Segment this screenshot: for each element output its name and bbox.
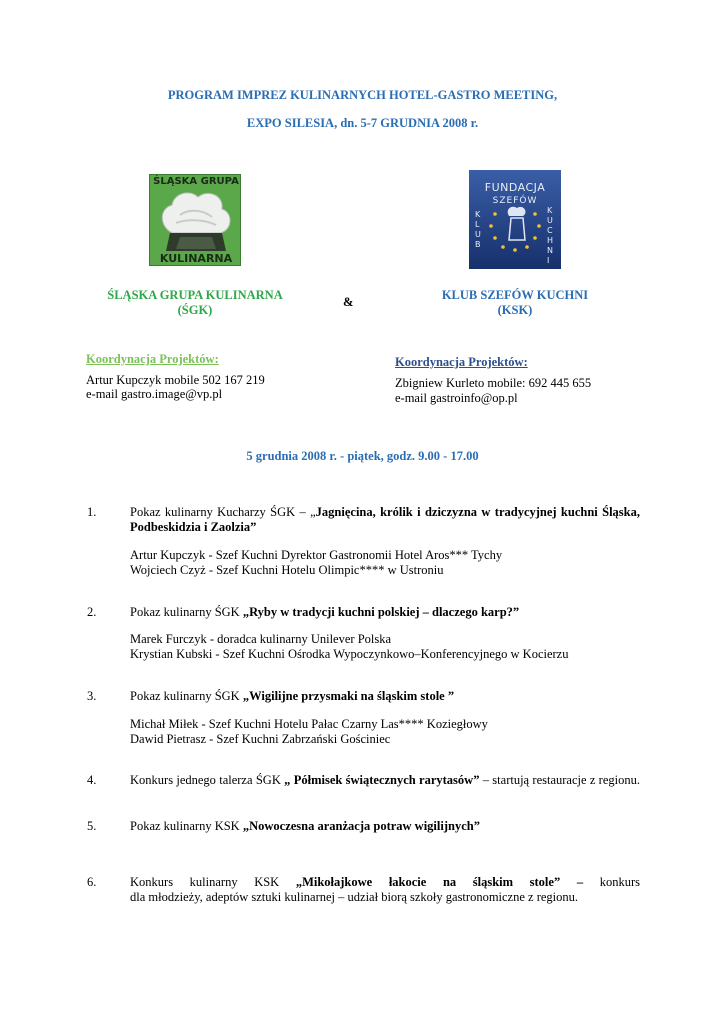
item-word: KSK	[254, 875, 280, 889]
item-prefix: Pokaz kulinarny Kucharzy ŚGK – „	[130, 505, 316, 519]
document-subtitle: EXPO SILESIA, dn. 5-7 GRUDNIA 2008 r.	[246, 116, 479, 130]
item-word: kulinarny	[189, 875, 238, 889]
item-person: Marek Furczyk - doradca kulinarny Unilever Polska	[130, 632, 392, 646]
item-title-word: „Mikołajkowe	[295, 875, 373, 889]
item-number: 5.	[87, 819, 97, 833]
item-person: Krystian Kubski - Szef Kuchni Ośrodka Wypoczynkowo–Konferencyjnego w Kocierzu	[130, 647, 569, 661]
item-title-continued: Podbeskidzia i Zaolzia”	[130, 520, 257, 534]
ksk-logo-klub: KLUB	[475, 210, 481, 249]
item-title-word: stole”	[529, 875, 561, 889]
ksk-logo-szefow: SZEFÓW	[492, 196, 538, 206]
coordination-left-label: Koordynacja Projektów:	[86, 352, 219, 366]
partner-left-name: ŚLĄSKA GRUPA KULINARNA	[107, 288, 283, 302]
item-number: 6.	[87, 875, 97, 889]
program-item-3	[130, 689, 640, 704]
coordination-right-phone: Zbigniew Kurleto mobile: 692 445 655	[395, 376, 592, 390]
program-item-4	[130, 773, 640, 788]
ampersand: &	[343, 295, 354, 309]
item-title-word: łakocie	[388, 875, 427, 889]
coordination-right-email: e-mail gastroinfo@op.pl	[395, 391, 518, 405]
sgk-logo-top-text: ŚLĄSKA GRUPA	[153, 176, 239, 187]
item-title: Jagnięcina, królik i dziczyzna w tradycyjnej kuchni Śląska,	[315, 505, 640, 519]
item-title-word: śląskim	[472, 875, 514, 889]
coordination-left-phone: Artur Kupczyk mobile 502 167 219	[86, 373, 265, 387]
item-number: 4.	[87, 773, 97, 787]
program-item-2	[130, 605, 640, 620]
item-title: „Nowoczesna aranżacja potraw wigilijnych”	[242, 819, 480, 833]
item-suffix: – startują restauracje z regionu.	[479, 773, 640, 787]
program-item-6-line1	[130, 875, 640, 890]
program-item-5	[130, 819, 640, 834]
partner-left-abbr: (ŚGK)	[177, 303, 213, 317]
program-item-1-line1	[130, 505, 640, 520]
program-item-6-line2: dla młodzieży, adeptów sztuki kulinarnej – udział biorą szkoły gastronomiczne z regionu.	[130, 890, 579, 904]
item-title: „Wigilijne przysmaki na śląskim stole ”	[242, 689, 455, 703]
item-title: „ Półmisek świątecznych rarytasów”	[284, 773, 480, 787]
item-number: 3.	[87, 689, 97, 703]
coordination-right-label: Koordynacja Projektów:	[395, 355, 528, 369]
sgk-logo	[149, 174, 241, 266]
ksk-logo-kuchni: KUCHNI	[547, 206, 554, 265]
item-number: 2.	[87, 605, 97, 619]
item-prefix: Pokaz kulinarny KSK	[130, 819, 243, 833]
partner-right-abbr: (KSK)	[497, 303, 533, 317]
item-word: Konkurs	[130, 875, 174, 889]
sgk-logo-bottom-text: KULINARNA	[159, 252, 233, 265]
item-prefix: Pokaz kulinarny ŚGK	[130, 605, 243, 619]
item-person: Wojciech Czyż - Szef Kuchni Hotelu Olimpic**** w Ustroniu	[130, 563, 444, 577]
item-person: Artur Kupczyk - Szef Kuchni Dyrektor Gastronomii Hotel Aros*** Tychy	[130, 548, 503, 562]
item-person: Michał Miłek - Szef Kuchni Hotelu Pałac Czarny Las**** Koziegłowy	[130, 717, 488, 731]
item-title-word: na	[442, 875, 457, 889]
day-heading: 5 grudnia 2008 r. - piątek, godz. 9.00 - 17.00	[246, 449, 479, 463]
ksk-logo-fundacja: FUNDACJA	[484, 181, 546, 194]
item-prefix: Konkurs jednego talerza ŚGK	[130, 773, 285, 787]
coordination-left-email: e-mail gastro.image@vp.pl	[86, 387, 223, 401]
item-person: Dawid Pietrasz - Szef Kuchni Zabrzański Gościniec	[130, 732, 391, 746]
item-word: –	[576, 875, 584, 889]
ksk-logo	[469, 170, 561, 269]
document-title: PROGRAM IMPREZ KULINARNYCH HOTEL-GASTRO MEETING,	[167, 88, 558, 102]
item-word: konkurs	[599, 875, 640, 889]
item-number: 1.	[87, 505, 97, 519]
partner-right-name: KLUB SZEFÓW KUCHNI	[441, 288, 589, 302]
item-prefix: Pokaz kulinarny ŚGK	[130, 689, 243, 703]
item-title: „Ryby w tradycji kuchni polskiej – dlaczego karp?”	[242, 605, 520, 619]
program-item-1-line2	[130, 520, 640, 535]
